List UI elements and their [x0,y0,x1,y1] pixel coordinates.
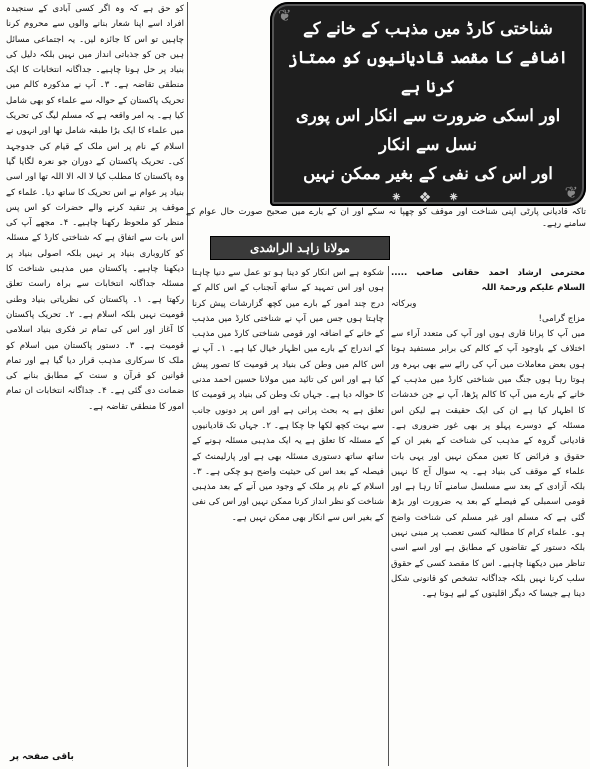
headline-line: اور اسکی ضرورت سے انکار اس پوری نسل سے انکار [295,106,561,154]
corner-ornament-icon: ❦ [278,6,292,25]
corner-ornament-icon: ❦ [564,183,578,202]
column-divider [388,266,389,766]
headline-ornament: ⁕ ❖ ⁕ [390,190,466,206]
column-right [391,266,585,766]
author-byline: مولانا زاہد الراشدی [210,236,390,260]
column-left-text: کو حق ہے کہ وہ اگر کسی آبادی کے سنجیدہ افراد اسے اپنا شعار بنانے والوں سے محروم کرنا چاہیں تو اس کا جائزہ لیں۔ یہ اجتماعی مسائل ہیں جن کو جذباتی انداز میں نہیں بلکہ دلیل کی بنیاد پر حل ہونا چاہیے۔ جداگانہ انتخابات کا ایک منطقی تقاضہ ہے۔ ۳۔ آپ نے مذکورہ کالم میں تحریک پاکستان کے حوالہ سے علماء کو بھی شامل کیا ہے۔ یہ امر واقعہ ہے کہ مسلم لیگ کی تحریک میں علماء کا ایک بڑا طبقہ شامل تھا اور انہوں نے اسلام کے نام پر اس ملک کے قیام کی جدوجہد کی۔ تحریک پاکستان کے دوران جو نعرہ لگایا گیا وہ پاکستان کا مطلب کیا لا الہ الا اللہ تھا اور اسی بنیاد پر عوام نے اس تحریک کا ساتھ دیا۔ علماء کے موقف پر تنقید کرنے والے حضرات کو اس پس منظر کو ملحوظ رکھنا چاہیے۔ ۴۔ مجھے آپ کی اس بات سے اتفاق ہے کہ شناختی کارڈ کے مسئلہ کو کاروباری بنیاد پر نہیں بلکہ اصولی بنیاد پر دیکھنا چاہیے۔ پاکستان میں مذہبی شناخت کا مسئلہ جداگانہ انتخابات سے براہ راست تعلق رکھتا ہے۔ ۱۔ پاکستان کی نظریاتی بنیاد وطنی قومیت نہیں بلکہ اسلام ہے۔ ۲۔ تحریک پاکستان کا آغاز اور اس کی تمام تر فکری بنیاد اسلامی قومیت ہے۔ ۳۔ دستور پاکستان میں اسلام کو ملک کا سرکاری مذہب قرار دیا گیا ہے اور تمام قوانین کو قرآن و سنت کے مطابق بنانے کی ضمانت دی گئی ہے۔ ۴۔ جداگانہ انتخابات ان تمام امور کا منطقی تقاضہ ہے۔ [6,4,184,412]
greeting: مزاج گرامی! [538,313,585,324]
continued-note: باقی صفحہ پر [10,752,74,762]
column-middle [192,266,384,766]
column-right-text: میں آپ کا پرانا قاری ہوں اور آپ کی متعدد آراء سے اختلاف کے باوجود آپ کے کالم کی برابر مستفید ہوتا ہوں بعض معاملات میں آپ کی رائے سے بھی بہرہ ور ہوتا رہا ہوں جنگ میں شناختی کارڈ میں مذہب کے خانے کے بارے میں آپ کا کالم پڑھا، آپ نے جن خدشات کا اظہار کیا ہے ان کی ایک حقیقت ہے لیکن اس مسئلہ کے دوسرے پہلو پر بھی غور ضروری ہے۔ قادیانی گروہ کے مذہب کی شناخت کے بغیر ان کے حقوق و فرائض کا تعین ممکن نہیں اور یہی بات علماء کے موقف کی بنیاد ہے۔ یہ سوال آج کا نہیں بلکہ آزادی کے بعد سے مسلسل سامنے آتا رہا ہے اور قومی اسمبلی کے فیصلے کے بعد یہ ضرورت اور بڑھ گئی ہے کہ مسلم اور غیر مسلم کی شناخت واضح ہو۔ علماء کرام کا مطالبہ کسی تعصب پر مبنی نہیں بلکہ دستور کے تقاضوں کے مطابق ہے اور اسے اسی تناظر میں دیکھنا چاہیے۔ اس کا مقصد کسی کے حقوق سلب کرنا نہیں بلکہ جداگانہ تشخص کو قانونی شکل دینا ہے جیسا کہ دیگر اقلیتوں کے لیے ہوتا ہے۔ [391,329,585,600]
column-middle-text: شکوہ ہے اس انکار کو دینا ہو تو عمل سے دنیا چاہتا ہوں اور اس تمہید کے ساتھ آنجناب کے اس کالم کے درج چند امور کے بارے میں کچھ گزارشات پیش کرنا چاہتا ہوں جس میں آپ نے شناختی کارڈ میں مذہب کے خانے کے اضافہ اور قومی شناختی کارڈ میں مذہب کے اندراج کے بارے میں اظہار خیال کیا ہے۔ ۱۔ آپ نے اس کالم میں وطن کی بنیاد پر قومیت کا تصور پیش کیا ہے اور اس کی تائید میں مولانا حسین احمد مدنی کا حوالہ دیا ہے۔ جہاں تک وطن کی بنیاد پر قومیت کا تعلق ہے یہ بحث پرانی ہے اور اس پر دونوں جانب سے بہت کچھ لکھا جا چکا ہے۔ ۲۔ جہاں تک قادیانیوں کے مسئلہ کا تعلق ہے یہ ایک مذہبی مسئلہ ہونے کے ساتھ ساتھ دستوری مسئلہ بھی ہے اور پارلیمنٹ کے فیصلہ کے بعد اس کی حیثیت واضح ہو چکی ہے۔ ۳۔ اسلام کے نام پر ملک کے وجود میں آنے کے بعد مذہبی شناخت کو نظر انداز کرنا ممکن نہیں اور اس کی نفی کے بغیر اس سے انکار بھی ممکن نہیں ہے۔ [192,268,384,523]
column-left [6,2,184,767]
headline-line: اور اس کی نفی کے بغیر ممکن نہیں [303,164,553,183]
headline-line: شناختی کارڈ میں مذہب کے خانے کے [303,19,553,38]
intro-strip [186,206,586,230]
headline-box [270,2,586,206]
column-divider [187,2,188,767]
salutation: محترمی ارشاد احمد حقانی صاحب ..... السلام علیکم ورحمۃ اللہ [391,268,585,294]
salutation-closing: وبرکاتہ [391,298,417,309]
intro-strip-text: تاکہ قادیانی پارٹی اپنی شناخت اور موقف کو چھپا نہ سکے اور ان کے بارے میں صحیح صورت حال عوام کے سامنے رہے۔ [186,207,586,229]
headline-line: اضافے کا مقصد قادیانیوں کو ممتاز کرنا ہے [287,48,569,96]
